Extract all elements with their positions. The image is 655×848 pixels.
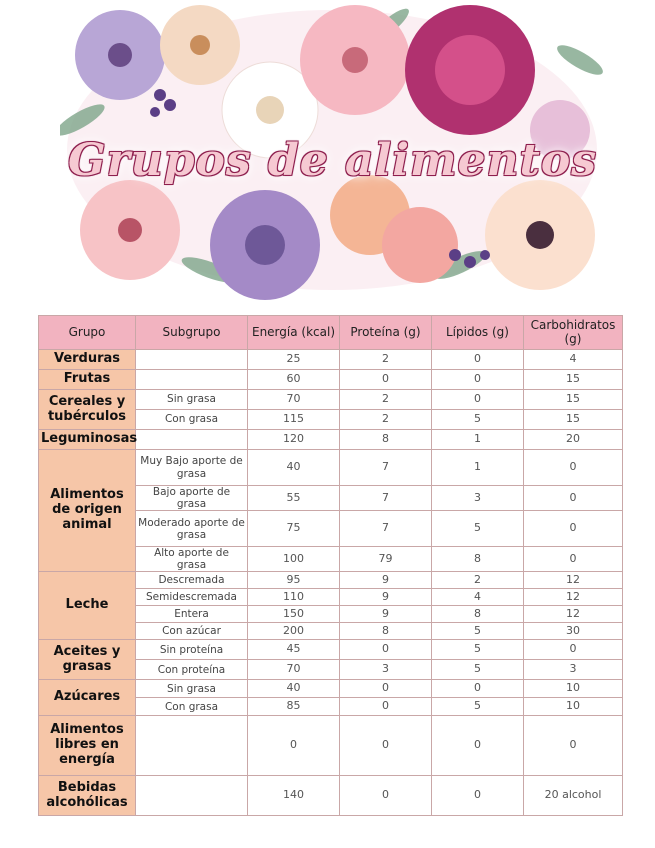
lipidos-cell: 3 bbox=[432, 486, 524, 511]
energia-cell: 25 bbox=[248, 350, 340, 370]
energia-cell: 150 bbox=[248, 606, 340, 623]
lipidos-cell: 5 bbox=[432, 660, 524, 680]
energia-cell: 0 bbox=[248, 716, 340, 776]
carbohidratos-cell: 0 bbox=[524, 511, 623, 547]
proteina-cell: 9 bbox=[340, 572, 432, 589]
carbohidratos-cell: 15 bbox=[524, 390, 623, 410]
energia-cell: 100 bbox=[248, 547, 340, 572]
table-row bbox=[39, 716, 623, 776]
lipidos-cell: 5 bbox=[432, 640, 524, 660]
subgroup-cell: Sin grasa bbox=[136, 390, 248, 410]
carbohidratos-cell: 10 bbox=[524, 698, 623, 716]
subgroup-cell bbox=[136, 716, 248, 776]
subgroup-cell: Sin grasa bbox=[136, 680, 248, 698]
group-name: Azúcares bbox=[39, 680, 136, 716]
header-proteina: Proteína (g) bbox=[340, 316, 432, 350]
lipidos-cell: 2 bbox=[432, 572, 524, 589]
lipidos-cell: 5 bbox=[432, 698, 524, 716]
subgroup-cell bbox=[136, 430, 248, 450]
energia-cell: 200 bbox=[248, 623, 340, 640]
group-name: Aceites y grasas bbox=[39, 640, 136, 680]
proteina-cell: 0 bbox=[340, 716, 432, 776]
proteina-cell: 79 bbox=[340, 547, 432, 572]
subgroup-cell: Con proteína bbox=[136, 660, 248, 680]
lipidos-cell: 5 bbox=[432, 511, 524, 547]
proteina-cell: 9 bbox=[340, 589, 432, 606]
subgroup-cell: Entera bbox=[136, 606, 248, 623]
carbohidratos-cell: 10 bbox=[524, 680, 623, 698]
carbohidratos-cell: 0 bbox=[524, 450, 623, 486]
proteina-cell: 2 bbox=[340, 350, 432, 370]
proteina-cell: 0 bbox=[340, 776, 432, 816]
subgroup-cell: Con grasa bbox=[136, 698, 248, 716]
carbohidratos-cell: 20 alcohol bbox=[524, 776, 623, 816]
carbohidratos-cell: 12 bbox=[524, 572, 623, 589]
proteina-cell: 8 bbox=[340, 430, 432, 450]
carbohidratos-cell: 20 bbox=[524, 430, 623, 450]
carbohidratos-cell: 12 bbox=[524, 589, 623, 606]
carbohidratos-cell: 0 bbox=[524, 640, 623, 660]
subgroup-cell: Bajo aporte de grasa bbox=[136, 486, 248, 511]
proteina-cell: 9 bbox=[340, 606, 432, 623]
page-title: Grupos de alimentos bbox=[68, 135, 597, 186]
header-grupo: Grupo bbox=[39, 316, 136, 350]
food-groups-table bbox=[38, 315, 623, 816]
table-row bbox=[39, 370, 623, 390]
proteina-cell: 0 bbox=[340, 680, 432, 698]
proteina-cell: 0 bbox=[340, 370, 432, 390]
subgroup-cell: Moderado aporte de grasa bbox=[136, 511, 248, 547]
table-row bbox=[39, 572, 623, 589]
table-row bbox=[39, 640, 623, 660]
energia-cell: 85 bbox=[248, 698, 340, 716]
subgroup-cell bbox=[136, 350, 248, 370]
table-header-row bbox=[39, 316, 623, 350]
subgroup-cell: Muy Bajo aporte de grasa bbox=[136, 450, 248, 486]
header-subgrupo: Subgrupo bbox=[136, 316, 248, 350]
group-name: Leguminosas bbox=[39, 430, 136, 450]
group-name: Alimentos de origen animal bbox=[39, 450, 136, 572]
proteina-cell: 0 bbox=[340, 698, 432, 716]
group-name: Verduras bbox=[39, 350, 136, 370]
group-name: Bebidas alcohólicas bbox=[39, 776, 136, 816]
proteina-cell: 3 bbox=[340, 660, 432, 680]
lipidos-cell: 4 bbox=[432, 589, 524, 606]
header-energia: Energía (kcal) bbox=[248, 316, 340, 350]
proteina-cell: 2 bbox=[340, 410, 432, 430]
subgroup-cell: Alto aporte de grasa bbox=[136, 547, 248, 572]
lipidos-cell: 0 bbox=[432, 716, 524, 776]
energia-cell: 95 bbox=[248, 572, 340, 589]
group-name: Cereales y tubérculos bbox=[39, 390, 136, 430]
lipidos-cell: 1 bbox=[432, 430, 524, 450]
carbohidratos-cell: 0 bbox=[524, 547, 623, 572]
lipidos-cell: 5 bbox=[432, 410, 524, 430]
subgroup-cell bbox=[136, 776, 248, 816]
energia-cell: 140 bbox=[248, 776, 340, 816]
carbohidratos-cell: 4 bbox=[524, 350, 623, 370]
proteina-cell: 7 bbox=[340, 450, 432, 486]
lipidos-cell: 5 bbox=[432, 623, 524, 640]
lipidos-cell: 1 bbox=[432, 450, 524, 486]
energia-cell: 115 bbox=[248, 410, 340, 430]
energia-cell: 40 bbox=[248, 450, 340, 486]
table-row bbox=[39, 776, 623, 816]
energia-cell: 60 bbox=[248, 370, 340, 390]
carbohidratos-cell: 3 bbox=[524, 660, 623, 680]
energia-cell: 110 bbox=[248, 589, 340, 606]
subgroup-cell: Descremada bbox=[136, 572, 248, 589]
lipidos-cell: 0 bbox=[432, 390, 524, 410]
group-name: Leche bbox=[39, 572, 136, 640]
lipidos-cell: 8 bbox=[432, 606, 524, 623]
lipidos-cell: 0 bbox=[432, 350, 524, 370]
group-name: Alimentos libres en energía bbox=[39, 716, 136, 776]
carbohidratos-cell: 30 bbox=[524, 623, 623, 640]
subgroup-cell: Semidescremada bbox=[136, 589, 248, 606]
energia-cell: 70 bbox=[248, 390, 340, 410]
energia-cell: 40 bbox=[248, 680, 340, 698]
proteina-cell: 7 bbox=[340, 486, 432, 511]
carbohidratos-cell: 15 bbox=[524, 410, 623, 430]
subgroup-cell: Con grasa bbox=[136, 410, 248, 430]
carbohidratos-cell: 15 bbox=[524, 370, 623, 390]
subgroup-cell: Con azúcar bbox=[136, 623, 248, 640]
energia-cell: 55 bbox=[248, 486, 340, 511]
lipidos-cell: 0 bbox=[432, 680, 524, 698]
lipidos-cell: 8 bbox=[432, 547, 524, 572]
proteina-cell: 8 bbox=[340, 623, 432, 640]
table-row bbox=[39, 450, 623, 486]
energia-cell: 45 bbox=[248, 640, 340, 660]
header-carbohidratos: Carbohidratos (g) bbox=[524, 316, 623, 350]
table-row bbox=[39, 680, 623, 698]
header-lipidos: Lípidos (g) bbox=[432, 316, 524, 350]
proteina-cell: 7 bbox=[340, 511, 432, 547]
lipidos-cell: 0 bbox=[432, 370, 524, 390]
energia-cell: 75 bbox=[248, 511, 340, 547]
carbohidratos-cell: 0 bbox=[524, 716, 623, 776]
lipidos-cell: 0 bbox=[432, 776, 524, 816]
table-row bbox=[39, 390, 623, 410]
energia-cell: 120 bbox=[248, 430, 340, 450]
group-name: Frutas bbox=[39, 370, 136, 390]
carbohidratos-cell: 0 bbox=[524, 486, 623, 511]
proteina-cell: 2 bbox=[340, 390, 432, 410]
table-row bbox=[39, 430, 623, 450]
table-row bbox=[39, 350, 623, 370]
subgroup-cell: Sin proteína bbox=[136, 640, 248, 660]
energia-cell: 70 bbox=[248, 660, 340, 680]
carbohidratos-cell: 12 bbox=[524, 606, 623, 623]
subgroup-cell bbox=[136, 370, 248, 390]
proteina-cell: 0 bbox=[340, 640, 432, 660]
